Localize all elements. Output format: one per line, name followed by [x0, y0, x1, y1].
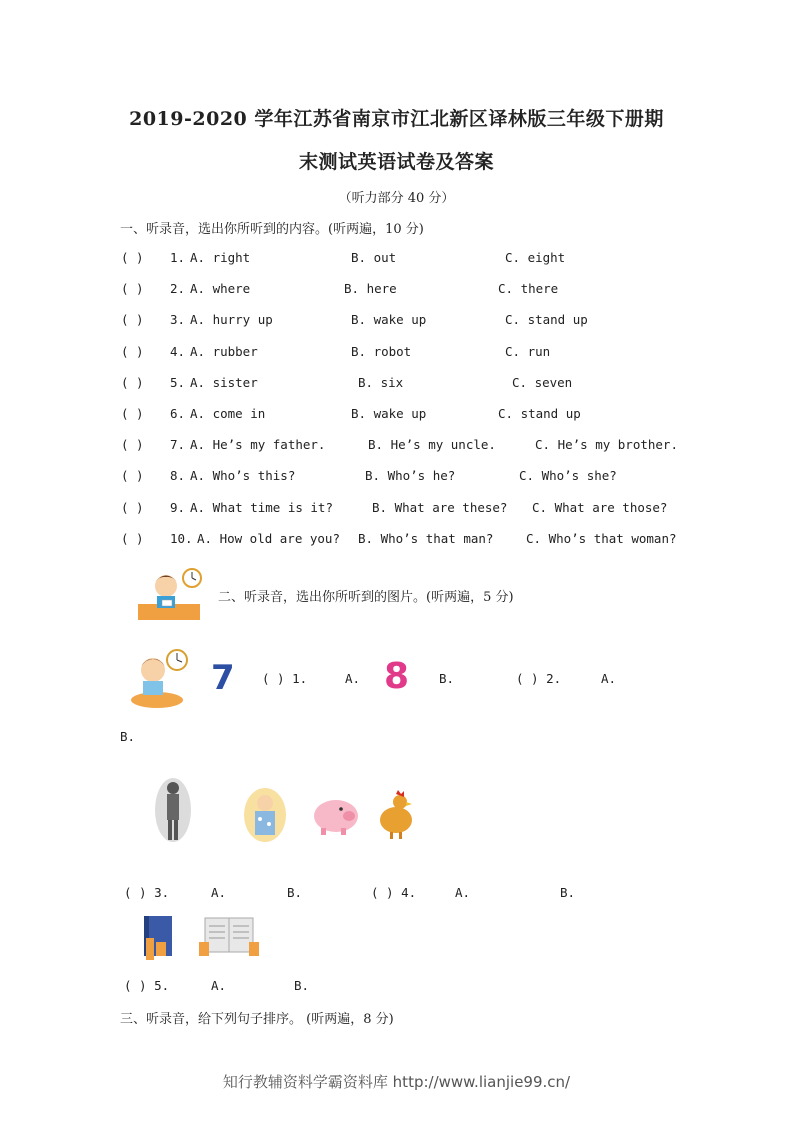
listening-part-subtitle: （听力部分 40 分）: [338, 191, 455, 206]
option-b: B. out: [351, 250, 397, 265]
section2-q3-option-a: A.: [211, 885, 227, 900]
section2-heading: 二、听录音，选出你所听到的图片。(听两遍，5 分): [218, 590, 514, 605]
number-eight-image: 8: [384, 656, 410, 697]
option-c: C. seven: [512, 374, 573, 390]
answer-bracket: ( ): [121, 343, 144, 359]
question-number: 7.: [170, 437, 186, 453]
option-b: B. six: [358, 374, 404, 390]
question-number: 6.: [170, 406, 186, 421]
option-a: A. rubber: [190, 343, 258, 359]
answer-bracket: ( ): [121, 530, 144, 546]
answer-bracket: ( ): [121, 312, 144, 328]
question-number: 3.: [170, 312, 186, 328]
section2-q1-option-b: B.: [439, 671, 455, 686]
option-c: C. Who’s that woman?: [526, 530, 677, 546]
answer-bracket: ( ): [121, 250, 144, 265]
option-c: C. He’s my brother.: [535, 437, 678, 453]
option-b: B. Who’s that man?: [358, 530, 494, 546]
option-a: A. come in: [190, 406, 266, 421]
section2-q4-option-b: B.: [560, 885, 576, 900]
section2-q3-option-b: B.: [287, 885, 303, 900]
question-number: 8.: [170, 468, 186, 484]
section2-q1-label: ( ) 1.: [262, 671, 308, 686]
option-b: B. wake up: [351, 406, 427, 421]
option-c: C. run: [505, 343, 551, 359]
answer-bracket: ( ): [121, 437, 144, 453]
option-a: A. Who’s this?: [190, 468, 296, 484]
option-b: B. He’s my uncle.: [368, 437, 496, 453]
question-number: 2.: [170, 281, 186, 297]
section1-heading: 一、听录音，选出你所听到的内容。(听两遍，10 分): [120, 222, 424, 237]
option-c: C. stand up: [505, 312, 588, 328]
option-c: C. eight: [505, 250, 566, 265]
newspaper-image: [197, 914, 261, 962]
option-a: A. What time is it?: [190, 499, 333, 515]
page-title-line1: 2019-2020 学年江苏省南京市江北新区译林版三年级下册期: [129, 108, 664, 130]
page-title-line2: 末测试英语试卷及答案: [298, 151, 494, 173]
option-a: A. where: [190, 281, 251, 297]
option-b: B. robot: [351, 343, 412, 359]
question-number: 4.: [170, 343, 186, 359]
option-a: A. He’s my father.: [190, 437, 326, 453]
option-c: C. there: [498, 281, 559, 297]
option-b: B. here: [344, 281, 397, 297]
boy-eating-breakfast-image: [129, 648, 191, 710]
woman-image: [153, 776, 193, 844]
option-b: B. wake up: [351, 312, 427, 328]
answer-bracket: ( ): [121, 406, 144, 421]
option-b: B. Who’s he?: [365, 468, 456, 484]
section2-q5-label: ( ) 5.: [124, 978, 170, 993]
baby-image: [242, 786, 288, 844]
option-a: A. hurry up: [190, 312, 273, 328]
section2-q2-option-b: B.: [120, 729, 136, 744]
section2-q2-option-a: A.: [601, 671, 617, 686]
hen-image: [376, 788, 416, 840]
book-image: [136, 912, 180, 964]
answer-bracket: ( ): [121, 281, 144, 297]
section2-q2-label: ( ) 2.: [516, 671, 562, 686]
section2-q5-option-a: A.: [211, 978, 227, 993]
pig-image: [311, 794, 361, 836]
answer-bracket: ( ): [121, 374, 144, 390]
section2-q4-option-a: A.: [455, 885, 471, 900]
question-number: 10.: [170, 530, 193, 546]
option-c: C. stand up: [498, 406, 581, 421]
section2-q3-label: ( ) 3.: [124, 885, 170, 900]
section3-heading: 三、听录音，给下列句子排序。 (听两遍，8 分): [120, 1012, 394, 1027]
question-number: 1.: [170, 250, 186, 265]
section2-q4-label: ( ) 4.: [371, 885, 417, 900]
section2-q1-option-a: A.: [345, 671, 361, 686]
question-number: 5.: [170, 374, 186, 390]
option-a: A. How old are you?: [197, 530, 340, 546]
option-c: C. What are those?: [532, 499, 668, 515]
number-seven-image: 7: [211, 658, 235, 698]
option-a: A. sister: [190, 374, 258, 390]
footer-watermark: 知行教辅资料学霸资料库 http://www.lianjie99.cn/: [222, 1073, 571, 1091]
question-number: 9.: [170, 499, 186, 515]
option-b: B. What are these?: [372, 499, 508, 515]
boy-with-clock-image: [136, 566, 206, 622]
answer-bracket: ( ): [121, 499, 144, 515]
section2-q5-option-b: B.: [294, 978, 310, 993]
option-a: A. right: [190, 250, 251, 265]
answer-bracket: ( ): [121, 468, 144, 484]
option-c: C. Who’s she?: [519, 468, 617, 484]
